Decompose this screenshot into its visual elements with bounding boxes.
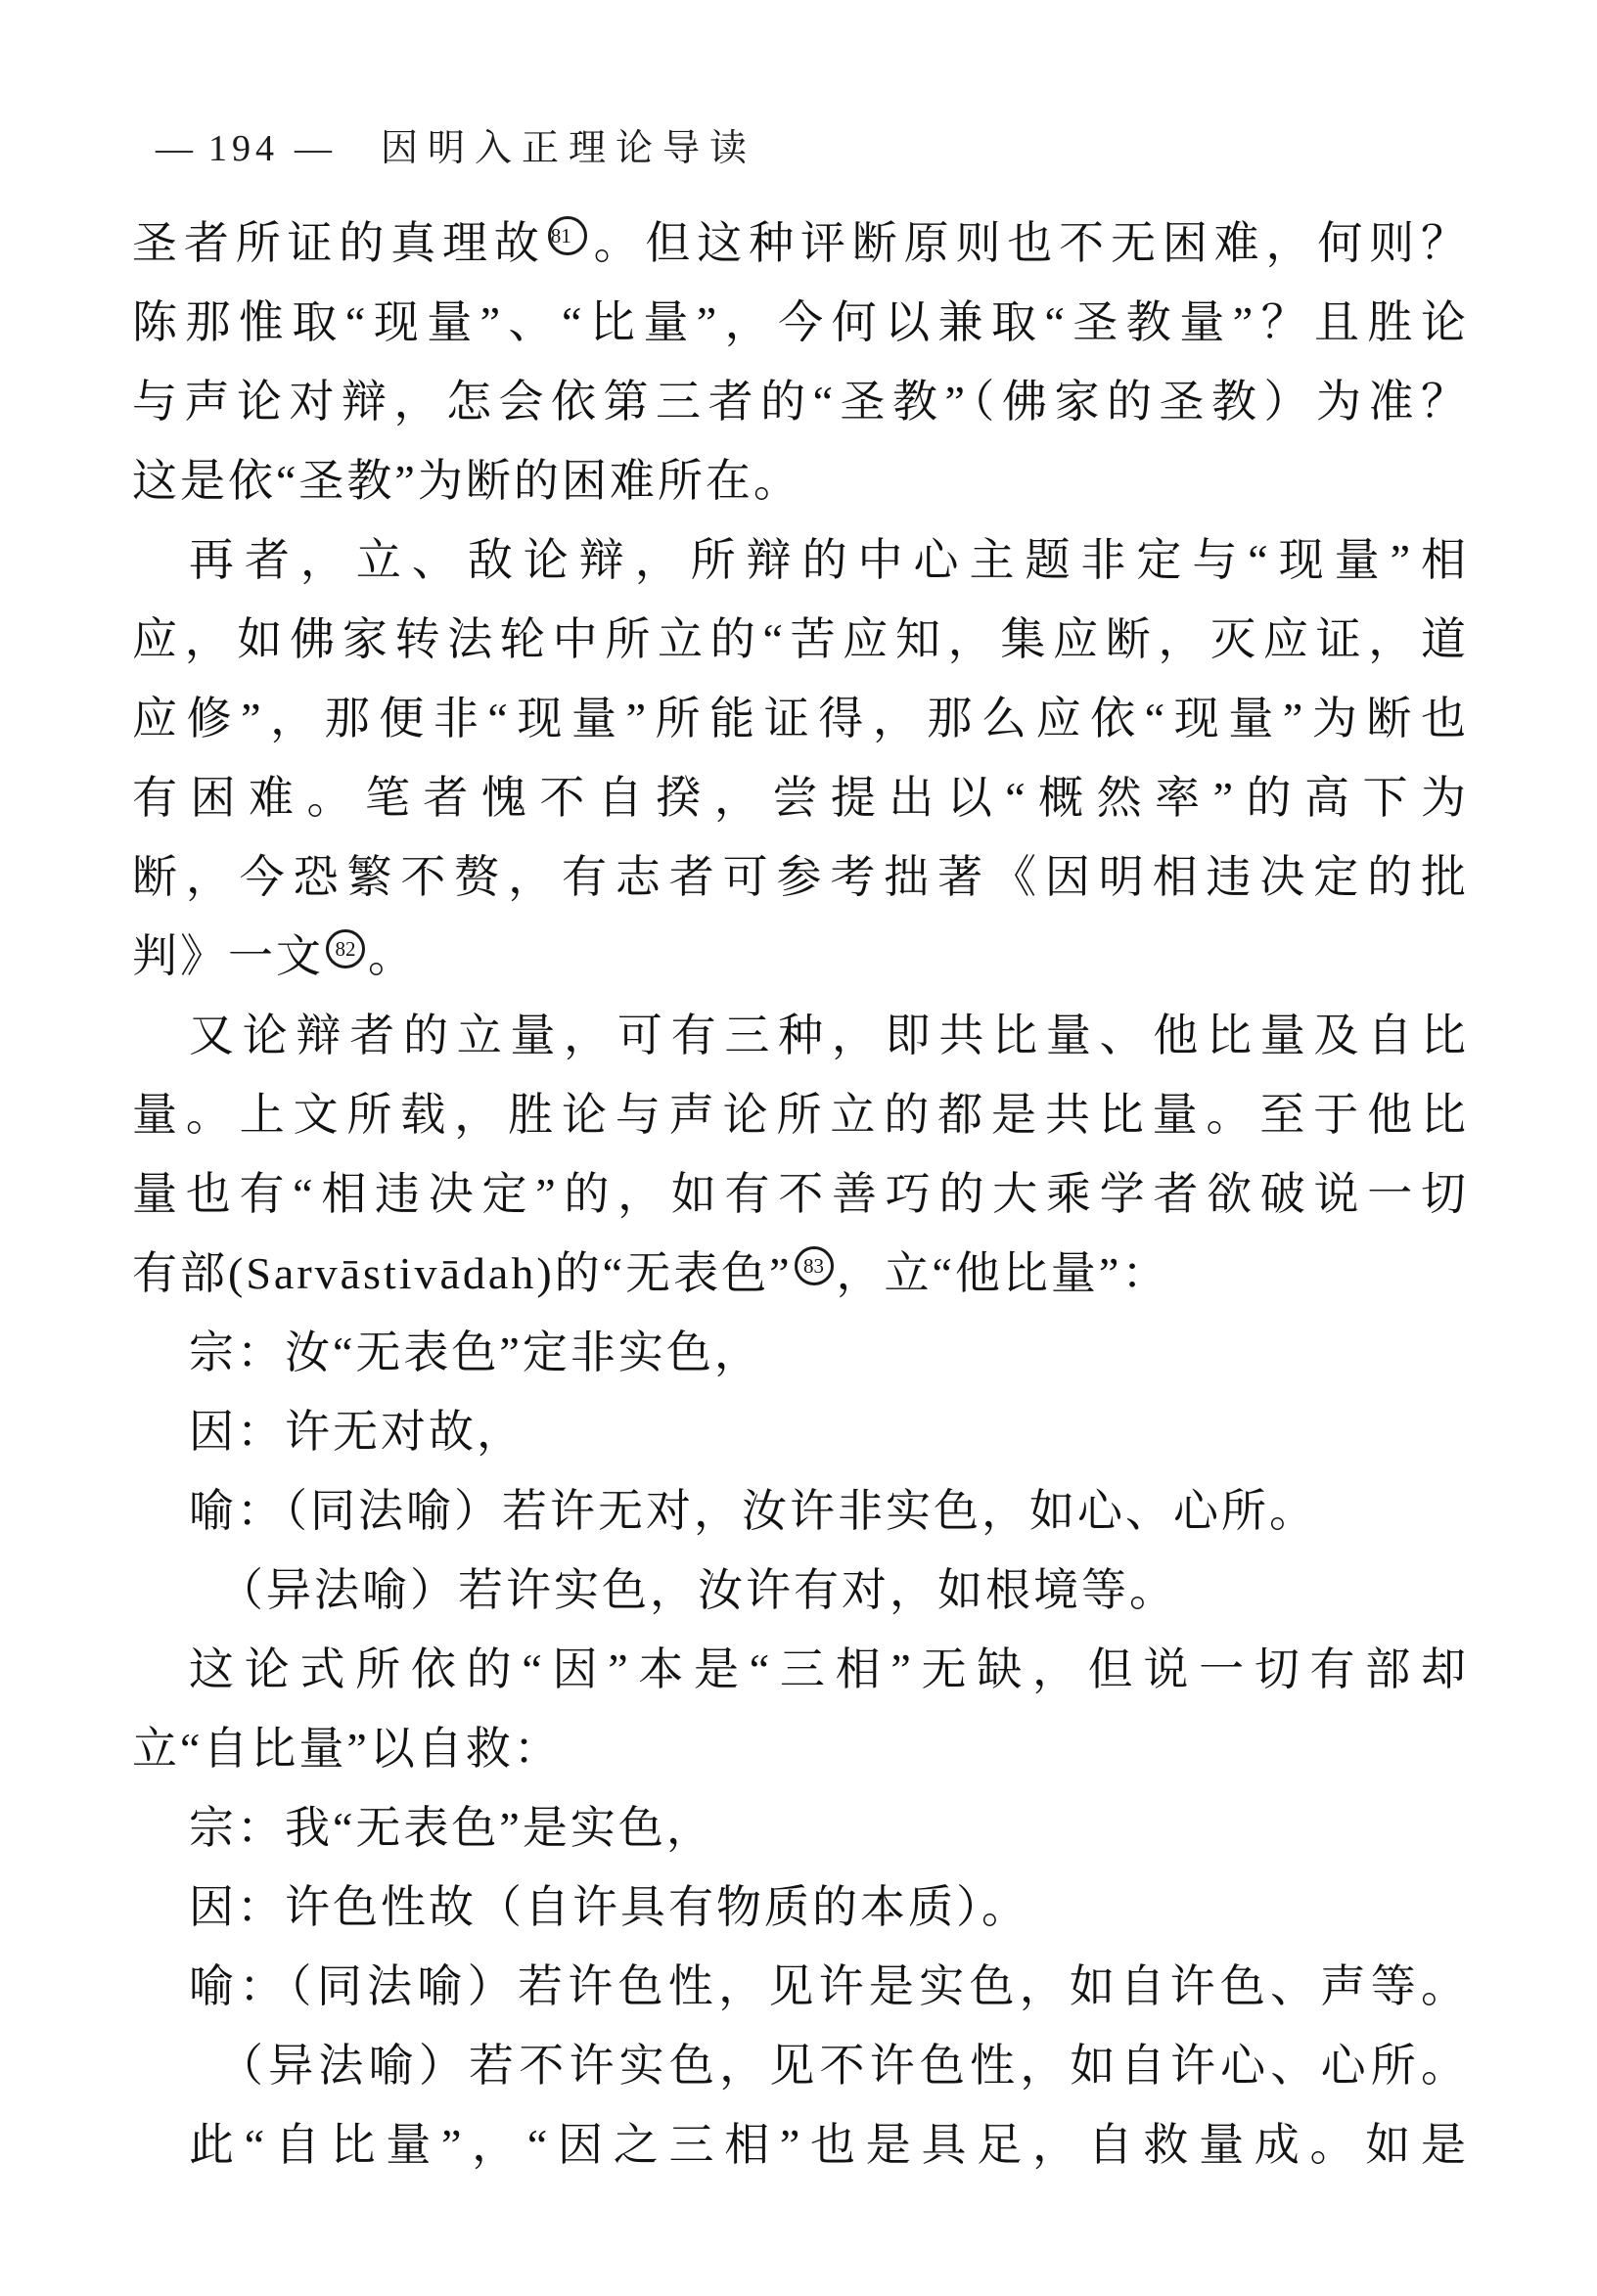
text-segment: 有部(Sarvāstivādah)的“无表色” [132,1248,793,1298]
running-header [140,117,756,171]
text-segment: 立“自比量”以自救： [132,1724,562,1774]
text-segment: 喻：（同法喻）若许色性，见许是实色，如自许色、声等。 [189,1961,1469,2011]
text-segment: 断，今恐繁不赘，有志者可参考拙著《因明相违决定的批 [132,852,1469,902]
text-line-15 [132,1313,1469,1392]
text-segment: 应修”，那便非“现量”所能证得，那么应依“现量”为断也 [132,694,1469,743]
text-segment: 这是依“圣教”为断的困难所在。 [132,456,801,506]
text-segment: 再者，立、敌论辩，所辩的中心主题非定与“现量”相 [189,535,1469,585]
text-segment: 宗：汝“无表色”定非实色， [189,1328,762,1377]
text-line-10 [132,917,1469,996]
text-line-8 [132,758,1469,837]
text-segment: 圣者所证的真理故 [132,218,546,268]
text-segment: 判》一文 [132,931,324,981]
text-line-3 [132,362,1469,441]
text-line-2 [132,283,1469,362]
text-segment: 因：许色性故（自许具有物质的本质）。 [189,1882,1029,1932]
text-segment: 宗：我“无表色”是实色， [189,1803,714,1853]
text-line-22 [132,1868,1469,1947]
text-line-1 [132,203,1469,283]
text-segment: 量。上文所载，胜论与声论所立的都是共比量。至于他比 [132,1090,1469,1140]
footnote-ref-81: 81 [548,216,587,255]
text-line-16 [132,1392,1469,1471]
text-segment: 这论式所依的“因”本是“三相”无缺，但说一切有部却 [189,1644,1469,1694]
text-line-4 [132,441,1469,520]
text-line-14 [132,1234,1469,1313]
text-line-25 [132,2105,1469,2184]
text-segment: 应，如佛家转法轮中所立的“苦应知，集应断，灭应证，道 [132,614,1469,664]
header-dash-right: — [295,128,332,169]
text-line-23 [132,1947,1469,2026]
text-segment: 此“自比量”，“因之三相”也是具足，自救量成。如是 [189,2120,1469,2170]
text-line-11 [132,996,1469,1075]
body-text [132,203,1469,2184]
text-line-18 [132,1551,1469,1630]
text-line-21 [132,1788,1469,1868]
text-segment: 量也有“相违决定”的，如有不善巧的大乘学者欲破说一切 [132,1169,1469,1219]
footnote-ref-82: 82 [326,929,365,968]
text-segment: ，立“他比量”： [836,1248,1170,1298]
text-line-19 [132,1630,1469,1709]
text-segment: （异法喻）若不许实色，见不许色性，如自许心、心所。 [218,2041,1469,2091]
footnote-ref-83: 83 [795,1246,834,1285]
text-line-13 [132,1154,1469,1234]
text-line-6 [132,600,1469,679]
text-segment: 又论辩者的立量，可有三种，即共比量、他比量及自比 [189,1011,1469,1060]
page-number: 194 [208,128,279,169]
text-line-9 [132,837,1469,917]
text-line-17 [132,1471,1469,1551]
text-segment: 与声论对辩，怎会依第三者的“圣教”（佛家的圣教）为准？ [132,377,1469,427]
text-segment: 因：许无对故， [189,1407,525,1457]
text-line-12 [132,1075,1469,1154]
text-line-5 [132,520,1469,600]
text-segment: 。但这种评断原则也不无困难，何则？ [589,218,1469,268]
text-segment: 。 [368,931,416,981]
text-segment: 陈那惟取“现量”、“比量”，今何以兼取“圣教量”？且胜论 [132,297,1469,347]
text-segment: （异法喻）若许实色，汝许有对，如根境等。 [218,1565,1177,1615]
text-line-7 [132,679,1469,758]
book-title: 因明入正理论导读 [381,128,757,169]
text-line-20 [132,1709,1469,1788]
text-segment: 喻：（同法喻）若许无对，汝许非实色，如心、心所。 [189,1486,1317,1536]
header-dash-left: — [156,128,193,169]
text-segment: 有困难。笔者愧不自揆，尝提出以“概然率”的高下为 [132,773,1469,823]
text-line-24 [132,2026,1469,2105]
